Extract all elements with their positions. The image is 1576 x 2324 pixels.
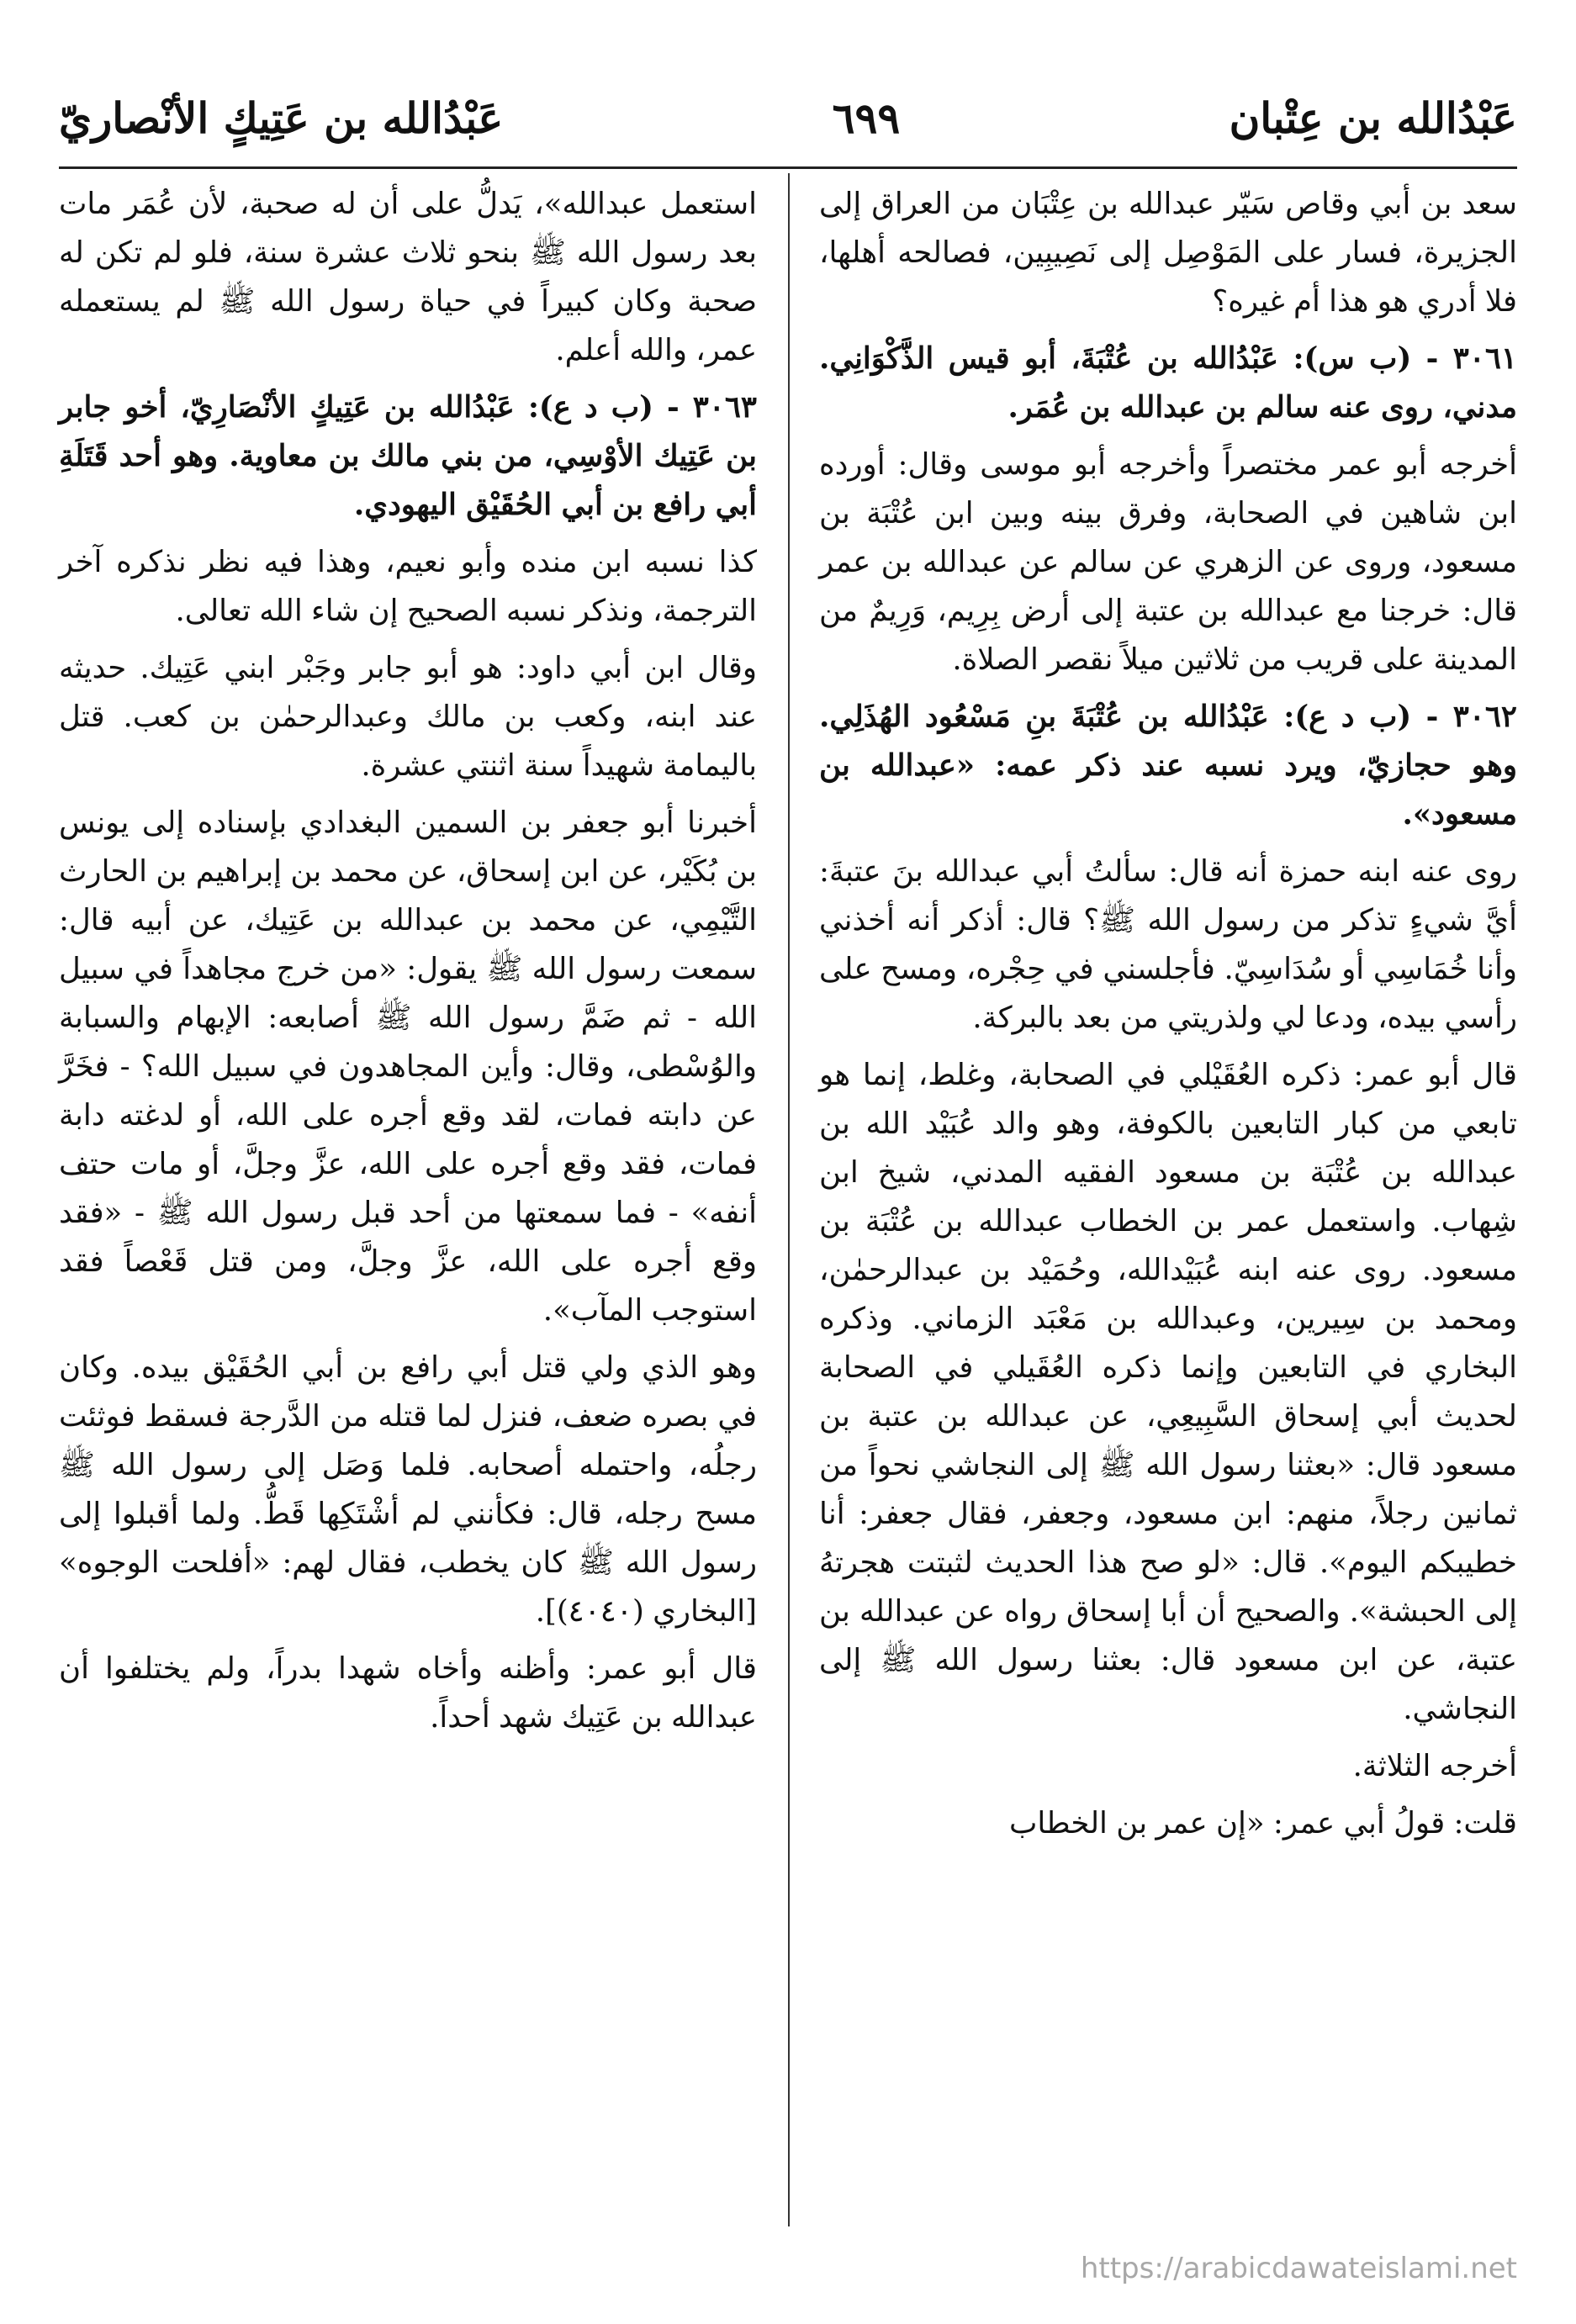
running-title-left: عَبْدُالله بن عَتِيكٍ الأنْصاريّ xyxy=(59,92,504,143)
header-rule xyxy=(59,166,1517,169)
paragraph: قال أبو عمر: ذكره العُقَيْلي في الصحابة، وغلط، إنما هو تابعي من كبار التابعين بالكوفة، وهو والد عُبَيْد الله بن عبدالله بن عُتْبَة بن مسعود الفقيه المدني، شيخ ابن شِهاب. واستعمل عمر بن الخطاب عبدالله بن عُتْبَة بن مسعود. روى عنه ابنه عُبَيْدالله، وحُمَيْد بن عبدالرحمٰن، ومحمد بن سِيرين، وعبدالله بن مَعْبَد الزماني. وذكره البخاري في التابعين وإنما ذكره العُقَيلي في الصحابة لحديث أبي إسحاق السَّبِيعِي، عن عبدالله بن عتبة بن مسعود قال: «بعثنا رسول الله ﷺ إلى النجاشي نحواً من ثمانين رجلاً، منهم: ابن مسعود، وجعفر، فقال جعفر: أنا خطيبكم اليوم». قال: «لو صح هذا الحديث لثبتت هجرتهُ إلى الحبشة». والصحيح أن أبا إسحاق رواه عن عبدالله بن عتبة، عن ابن مسعود قال: بعثنا رسول الله ﷺ إلى النجاشي. xyxy=(819,1058,1517,1726)
page-header xyxy=(59,84,1517,151)
paragraph: وقال ابن أبي داود: هو أبو جابر وجَبْر ابني عَتِيك. حديثه عند ابنه، وكعب بن مالك وعبدالرحمٰن بن كعب. قتل باليمامة شهيداً سنة اثنتي عشرة. xyxy=(59,651,757,783)
page-number: ٦٩٩ xyxy=(832,92,901,143)
running-title-right: عَبْدُالله بن عِتْبان xyxy=(1229,92,1517,143)
entry-3062-heading: ٣٠٦٢ - (ب د ع): عَبْدُالله بن عُتْبَةَ بنِ مَسْعُود الهُذَلِي. وهو حجازيّ، ويرد نسبه عند ذكر عمه: «عبدالله بن مسعود». xyxy=(819,700,1517,832)
column-divider xyxy=(788,173,790,2226)
right-column xyxy=(819,180,1517,1857)
paragraph: استعمل عبدالله»، يَدلُّ على أن له صحبة، لأن عُمَر مات بعد رسول الله ﷺ بنحو ثلاث عشرة سنة، فلو لم تكن له صحبة وكان كبيراً في حياة رسول الله ﷺ لم يستعمله عمر، والله أعلم. xyxy=(59,187,757,367)
paragraph: أخرجه أبو عمر مختصراً وأخرجه أبو موسى وقال: أورده ابن شاهين في الصحابة، وفرق بينه وبين ابن عُتْبَة بن مسعود، وروى عن الزهري عن سالم عن عبدالله بن عمر قال: خرجنا مع عبدالله بن عتبة إلى أرض بِرِيم، وَرِيمٌ من المدينة على قريب من ثلاثين ميلاً نقصر الصلاة. xyxy=(819,447,1517,677)
paragraph: قلت: قولُ أبي عمر: «إن عمر بن الخطاب xyxy=(1008,1806,1517,1841)
watermark-url: https://arabicdawateislami.net xyxy=(1080,2252,1517,2285)
paragraph: قال أبو عمر: وأظنه وأخاه شهدا بدراً، ولم يختلفوا أن عبدالله بن عَتِيك شهد أحداً. xyxy=(59,1651,757,1735)
entry-3061-heading: ٣٠٦١ - (ب س): عَبْدُالله بن عُتْبَةَ، أبو قيس الذَّكْوَانِي. مدني، روى عنه سالم بن عبدالله بن عُمَر. xyxy=(819,341,1517,425)
entry-3063-heading: ٣٠٦٣ - (ب د ع): عَبْدُالله بن عَتِيكٍ الأنْصَارِيّ، أخو جابر بن عَتِيك الأوْسِي، من بني مالك بن معاوية. وهو أحد قَتَلَةِ أبي رافع بن أبي الحُقَيْق اليهودي. xyxy=(59,390,757,522)
paragraph: كذا نسبه ابن منده وأبو نعيم، وهذا فيه نظر نذكره آخر الترجمة، ونذكر نسبه الصحيح إن شاء الله تعالى. xyxy=(59,545,757,628)
paragraph: أخبرنا أبو جعفر بن السمين البغدادي بإسناده إلى يونس بن بُكَيْر، عن ابن إسحاق، عن محمد بن إبراهيم بن الحارث التَّيْمِي، عن محمد بن عبدالله بن عَتِيك، عن أبيه قال: سمعت رسول الله ﷺ يقول: «من خرج مجاهداً في سبيل الله - ثم ضَمَّ رسول الله ﷺ أصابعه: الإبهام والسبابة والوُسْطى، وقال: وأين المجاهدون في سبيل الله؟ - فخَرَّ عن دابته فمات، لقد وقع أجره على الله، أو لدغته دابة فمات، فقد وقع أجره على الله، عزَّ وجلَّ، أو مات حتف أنفه» - فما سمعتها من أحد قبل رسول الله ﷺ - «فقد وقع أجره على الله، عزَّ وجلَّ، ومن قتل قَعْصاً فقد استوجب المآب». xyxy=(59,805,757,1328)
paragraph: وهو الذي ولي قتل أبي رافع بن أبي الحُقَيْق بيده. وكان في بصره ضعف، فنزل لما قتله من الدَّرجة فسقط فوثئت رجلُه، واحتمله أصحابه. فلما وَصَل إلى رسول الله ﷺ مسح رجله، قال: فكأنني لم أشْتَكِها قَطُّ. ولما أقبلوا إلى رسول الله ﷺ كان يخطب، فقال لهم: «أفلحت الوجوه» [البخاري (٤٠٤٠)]. xyxy=(59,1350,757,1629)
paragraph: روى عنه ابنه حمزة أنه قال: سألتُ أبي عبدالله بنَ عتبةَ: أيَّ شيءٍ تذكر من رسول الله ﷺ؟ قال: أذكر أنه أخذني وأنا خُمَاسِي أو سُدَاسِيّ. فأجلسني في حِجْره، ومسح على رأسي بيده، ودعا لي ولذريتي من بعد بالبركة. xyxy=(819,854,1517,1035)
paragraph: سعد بن أبي وقاص سَيّر عبدالله بن عِتْبَان من العراق إلى الجزيرة، فسار على المَوْصِل إلى نَصِيبِين، فصالحه أهلها، فلا أدري هو هذا أم غيره؟ xyxy=(819,187,1517,319)
paragraph: أخرجه الثلاثة. xyxy=(1352,1749,1517,1783)
left-column xyxy=(59,180,757,1751)
